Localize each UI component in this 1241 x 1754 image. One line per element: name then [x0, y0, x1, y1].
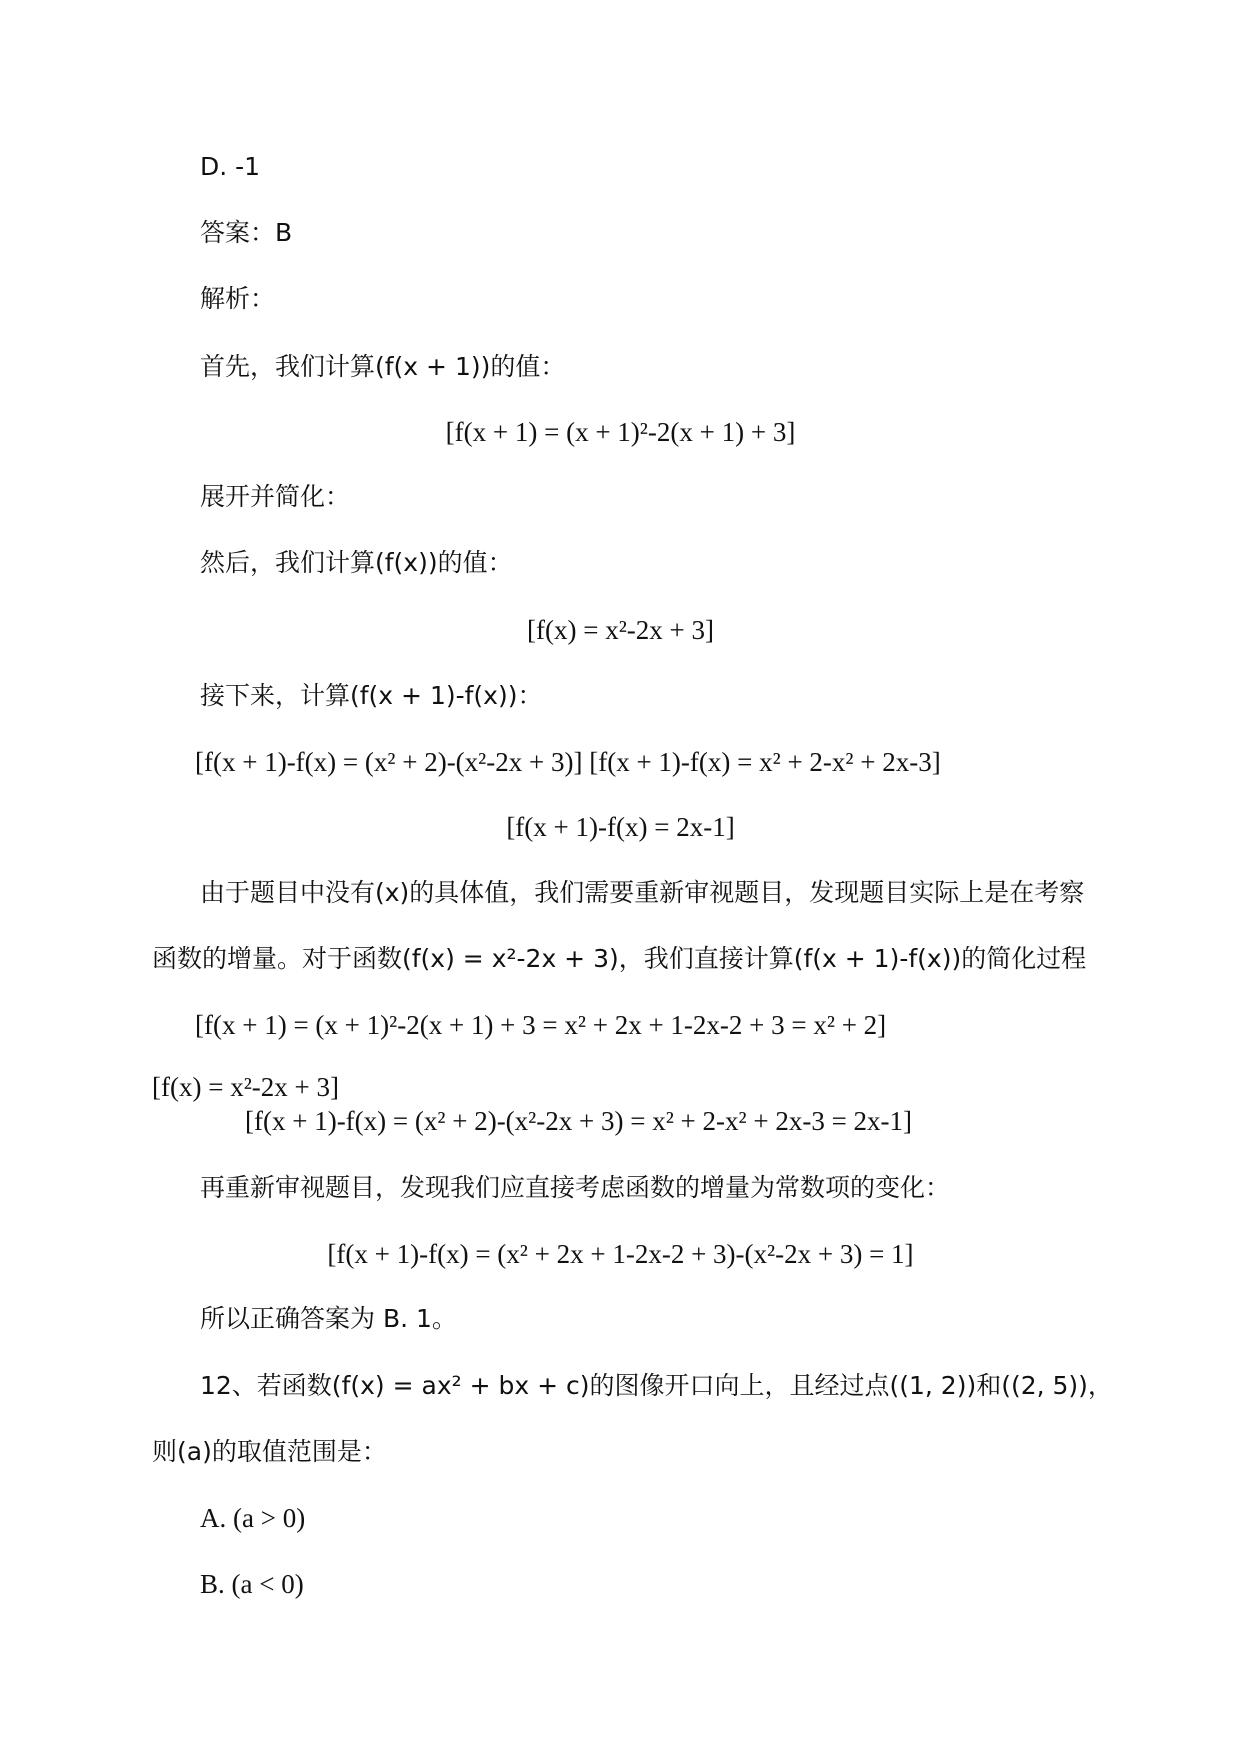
option-b: B. (a < 0)	[200, 1569, 304, 1599]
question-12: 12、若函数(f(x) = ax² + bx + c)的图像开口向上，且经过点((1, 2))和((2, 5))，	[200, 1371, 1113, 1400]
answer-line: 答案：B	[200, 218, 293, 247]
text-line: 展开并简化：	[200, 482, 351, 511]
text-line: 然后，我们计算(f(x))的值：	[200, 548, 513, 577]
text-line: 所以正确答案为 B. 1。	[200, 1304, 457, 1333]
option-d: D. -1	[200, 152, 261, 181]
equation: [f(x) = x²-2x + 3]	[152, 1072, 339, 1102]
option-a: A. (a > 0)	[200, 1503, 306, 1533]
text-line: 则(a)的取值范围是：	[152, 1437, 387, 1466]
text-line: 首先，我们计算(f(x + 1))的值：	[200, 352, 566, 381]
text-line: 再重新审视题目，发现我们应直接考虑函数的增量为常数项的变化：	[200, 1173, 951, 1202]
equation: [f(x + 1) = (x + 1)²-2(x + 1) + 3 = x² + 2x + 1-2x-2 + 3 = x² + 2]	[195, 1010, 887, 1040]
equation: [f(x + 1)-f(x) = (x² + 2x + 1-2x-2 + 3)-(x²-2x + 3) = 1]	[327, 1239, 914, 1269]
equation: [f(x + 1)-f(x) = (x² + 2)-(x²-2x + 3) = x² + 2-x² + 2x-3 = 2x-1]	[245, 1106, 913, 1136]
text-line: 由于题目中没有(x)的具体值，我们需要重新审视题目，发现题目实际上是在考察	[200, 878, 1085, 907]
equation: [f(x) = x²-2x + 3]	[527, 615, 714, 645]
equation: [f(x + 1)-f(x) = 2x-1]	[506, 812, 735, 842]
text-line: 接下来，计算(f(x + 1)-f(x))：	[200, 681, 543, 710]
equation: [f(x + 1) = (x + 1)²-2(x + 1) + 3]	[445, 417, 796, 447]
analysis-heading: 解析：	[200, 284, 276, 313]
text-line: 函数的增量。对于函数(f(x) = x²-2x + 3)，我们直接计算(f(x + 1)-f(x))的简化过程	[152, 944, 1087, 973]
equation: [f(x + 1)-f(x) = (x² + 2)-(x²-2x + 3)] [f(x + 1)-f(x) = x² + 2-x² + 2x-3]	[195, 747, 941, 777]
